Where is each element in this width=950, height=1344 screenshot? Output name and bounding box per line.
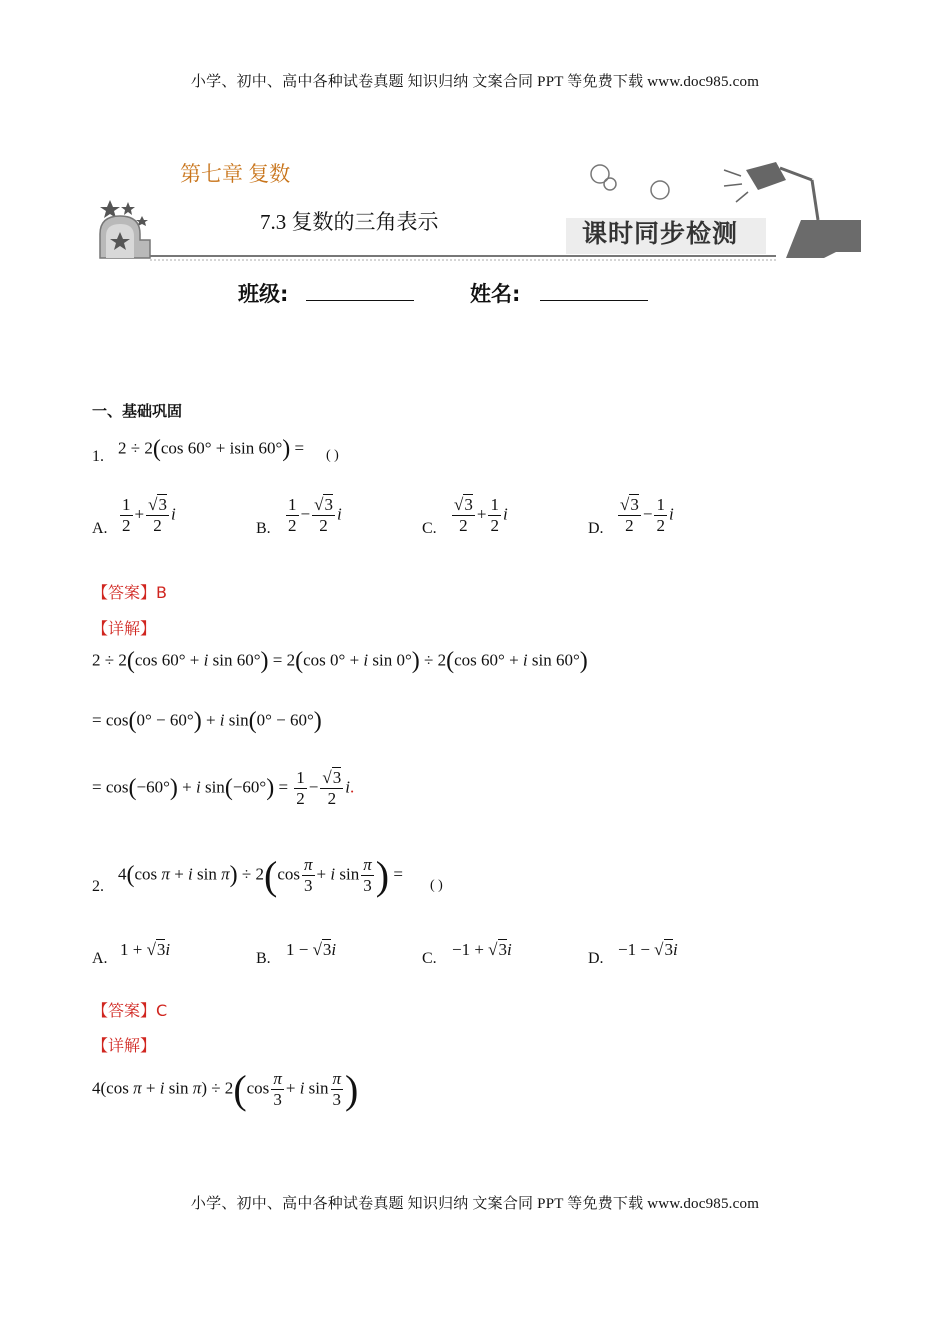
- q2-expression: 4(cos π + i sin π) ÷ 2(cos $\frac{\pi}{3}$ + i sin $\frac{\pi}{3}$ ) =: [118, 853, 403, 898]
- q1-expression: 2 ÷ 2(cos 60° + isin 60°) =: [118, 436, 305, 462]
- q1-option-b: $\frac{1}{2}$ − $\frac{√3}{2}$ i: [288, 495, 342, 535]
- q1-option-d: $\frac{√3}{2}$ − $\frac{1}{2}$ i: [620, 495, 674, 535]
- q1-step-2: = cos(0° − 60°) + i sin(0° − 60°): [92, 708, 322, 734]
- q1-answer: 【答案】B: [92, 583, 167, 602]
- star-icon: [100, 200, 120, 218]
- q2-option-c: −1 + √3i: [452, 940, 512, 959]
- lamp-icon: [724, 162, 818, 220]
- q2-paren: ( ): [430, 878, 443, 893]
- q1-option-c: $\frac{√3}{2}$ + $\frac{1}{2}$ i: [454, 495, 508, 535]
- brand-title: 课时同步检测: [582, 219, 739, 248]
- circle-decoration: [591, 165, 609, 183]
- q1-option-a: $\frac{1}{2}$ + $\frac{√3}{2}$ i: [122, 495, 176, 535]
- q2-answer: 【答案】C: [92, 1001, 168, 1020]
- q1-option-b-label: B.: [256, 520, 271, 537]
- q1-number: 1.: [92, 448, 104, 465]
- section-heading: 一、基础巩固: [92, 402, 183, 420]
- q2-option-d-label: D.: [588, 950, 604, 967]
- q2-step-1: 4(cos π + i sin π) ÷ 2(cos $\frac{\pi}{3}$ + i sin $\frac{\pi}{3}$ ): [92, 1067, 359, 1112]
- class-field[interactable]: [306, 278, 414, 301]
- q1-step-3: = cos(−60°) + i sin(−60°) = $\frac{1}{2}$ − $\frac{√3}{2}$ i.: [92, 768, 355, 808]
- q2-option-b: 1 − √3i: [286, 940, 337, 959]
- chapter-title: 第七章 复数: [180, 162, 291, 186]
- q1-option-c-label: C.: [422, 520, 437, 537]
- name-field[interactable]: [540, 278, 648, 301]
- q1-option-d-label: D.: [588, 520, 604, 537]
- q1-option-a-label: A.: [92, 520, 108, 537]
- q1-paren: ( ): [326, 448, 339, 463]
- q2-option-a-label: A.: [92, 950, 108, 967]
- star-icon: [121, 202, 135, 215]
- site-banner-bottom: 小学、初中、高中各种试卷真题 知识归纳 文案合同 PPT 等免费下载 www.doc985.com: [190, 1196, 760, 1212]
- q2-number: 2.: [92, 878, 104, 895]
- name-label: 姓名:: [470, 282, 521, 306]
- section-title: 7.3 复数的三角表示: [260, 210, 439, 234]
- q2-option-c-label: C.: [422, 950, 437, 967]
- q1-detail-label: 【详解】: [92, 619, 157, 638]
- q2-option-d: −1 − √3i: [618, 940, 678, 959]
- q2-detail-label: 【详解】: [92, 1036, 157, 1055]
- q2-option-a: 1 + √3i: [120, 940, 171, 959]
- q1-step-1: 2 ÷ 2(cos 60° + i sin 60°) = 2(cos 0° + i sin 0°) ÷ 2(cos 60° + i sin 60°): [92, 648, 588, 674]
- class-label: 班级:: [238, 282, 289, 306]
- q2-option-b-label: B.: [256, 950, 271, 967]
- site-banner-top: 小学、初中、高中各种试卷真题 知识归纳 文案合同 PPT 等免费下载 www.doc985.com: [190, 74, 760, 90]
